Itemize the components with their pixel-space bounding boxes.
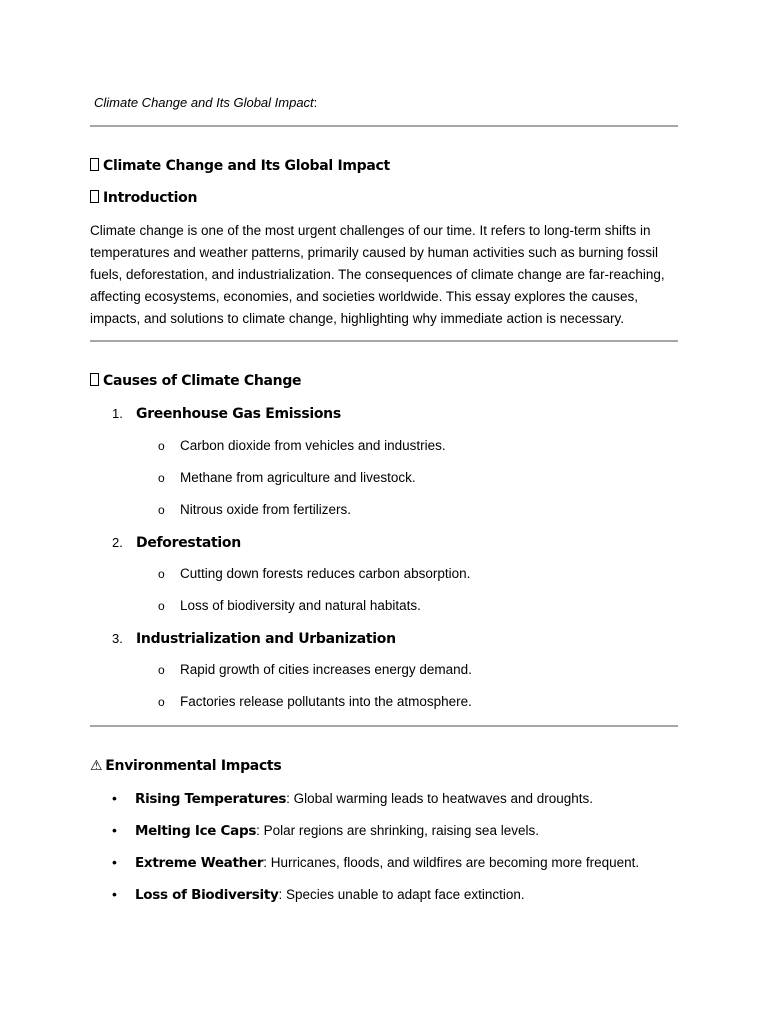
item-number: 1. bbox=[112, 406, 123, 421]
bullet-text: : Polar regions are shrinking, raising sea levels. bbox=[256, 823, 539, 838]
sub-marker: o bbox=[158, 503, 165, 517]
sub-item-text: Rapid growth of cities increases energy demand. bbox=[180, 662, 472, 677]
item-number: 2. bbox=[112, 535, 123, 550]
bullet-term: Extreme Weather bbox=[135, 855, 264, 871]
bullet-text: : Global warming leads to heatwaves and droughts. bbox=[286, 791, 594, 806]
sub-list-item bbox=[158, 597, 421, 615]
item-label: Greenhouse Gas Emissions bbox=[136, 406, 341, 422]
sub-list-item bbox=[158, 437, 446, 455]
bullet-marker: • bbox=[112, 886, 117, 902]
introduction-heading bbox=[90, 189, 197, 207]
bullet-term: Rising Temperatures bbox=[135, 791, 287, 807]
item-number: 3. bbox=[112, 631, 123, 646]
sub-item-text: Loss of biodiversity and natural habitats. bbox=[180, 598, 421, 613]
numbered-item bbox=[112, 533, 241, 552]
causes-heading-text: Causes of Climate Change bbox=[103, 373, 302, 389]
bullet-text: : Species unable to adapt face extinction. bbox=[278, 887, 525, 902]
missing-glyph-icon bbox=[90, 373, 99, 386]
document-title bbox=[94, 94, 317, 111]
main-heading bbox=[90, 157, 390, 175]
sub-list-item bbox=[158, 501, 351, 519]
causes-heading bbox=[90, 372, 301, 390]
bullet-marker: • bbox=[112, 790, 117, 806]
bullet-term: Loss of Biodiversity bbox=[135, 887, 279, 903]
bullet-text: : Hurricanes, floods, and wildfires are becoming more frequent. bbox=[263, 855, 640, 870]
bullet-item bbox=[112, 821, 539, 840]
bullet-item bbox=[112, 853, 639, 872]
introduction-paragraph: Climate change is one of the most urgent challenges of our time. It refers to long-term shifts in temperatures and weather patterns, primarily caused by human activities such as burning fossil fuels, deforestation, and industrialization. The consequences of climate change are far-reaching, affecting ecosystems, economies, and societies worldwide. This essay explores the causes, impacts, and solutions to climate change, highlighting why immediate action is necessary. bbox=[90, 223, 665, 326]
sub-list-item bbox=[158, 469, 416, 487]
missing-glyph-icon bbox=[90, 190, 99, 203]
sub-marker: o bbox=[158, 599, 165, 613]
numbered-item bbox=[112, 404, 341, 423]
horizontal-rule bbox=[90, 340, 678, 342]
sub-item-text: Cutting down forests reduces carbon absorption. bbox=[180, 566, 471, 581]
bullet-item bbox=[112, 789, 593, 808]
document-title-suffix: : bbox=[313, 95, 318, 110]
sub-item-text: Methane from agriculture and livestock. bbox=[180, 470, 416, 485]
bullet-item bbox=[112, 885, 525, 904]
horizontal-rule bbox=[90, 125, 678, 127]
sub-marker: o bbox=[158, 567, 165, 581]
sub-item-text: Carbon dioxide from vehicles and industries. bbox=[180, 438, 446, 453]
item-label: Industrialization and Urbanization bbox=[136, 631, 396, 647]
sub-list-item bbox=[158, 693, 472, 711]
main-heading-text: Climate Change and Its Global Impact bbox=[103, 158, 390, 174]
document-title-text: Climate Change and Its Global Impact bbox=[94, 95, 314, 110]
sub-list-item bbox=[158, 661, 472, 679]
bullet-marker: • bbox=[112, 822, 117, 838]
sub-item-text: Factories release pollutants into the atmosphere. bbox=[180, 694, 472, 709]
sub-marker: o bbox=[158, 695, 165, 709]
sub-marker: o bbox=[158, 471, 165, 485]
item-label: Deforestation bbox=[136, 535, 241, 551]
sub-marker: o bbox=[158, 439, 165, 453]
bullet-marker: • bbox=[112, 854, 117, 870]
missing-glyph-icon bbox=[90, 158, 99, 171]
sub-marker: o bbox=[158, 663, 165, 677]
bullet-term: Melting Ice Caps bbox=[135, 823, 257, 839]
impacts-heading-text: Environmental Impacts bbox=[105, 758, 282, 774]
sub-item-text: Nitrous oxide from fertilizers. bbox=[180, 502, 352, 517]
impacts-heading bbox=[90, 757, 281, 775]
numbered-item bbox=[112, 629, 396, 648]
sub-list-item bbox=[158, 565, 470, 583]
introduction-heading-text: Introduction bbox=[103, 190, 198, 206]
warning-icon: ⚠ bbox=[90, 758, 103, 774]
horizontal-rule bbox=[90, 725, 678, 727]
